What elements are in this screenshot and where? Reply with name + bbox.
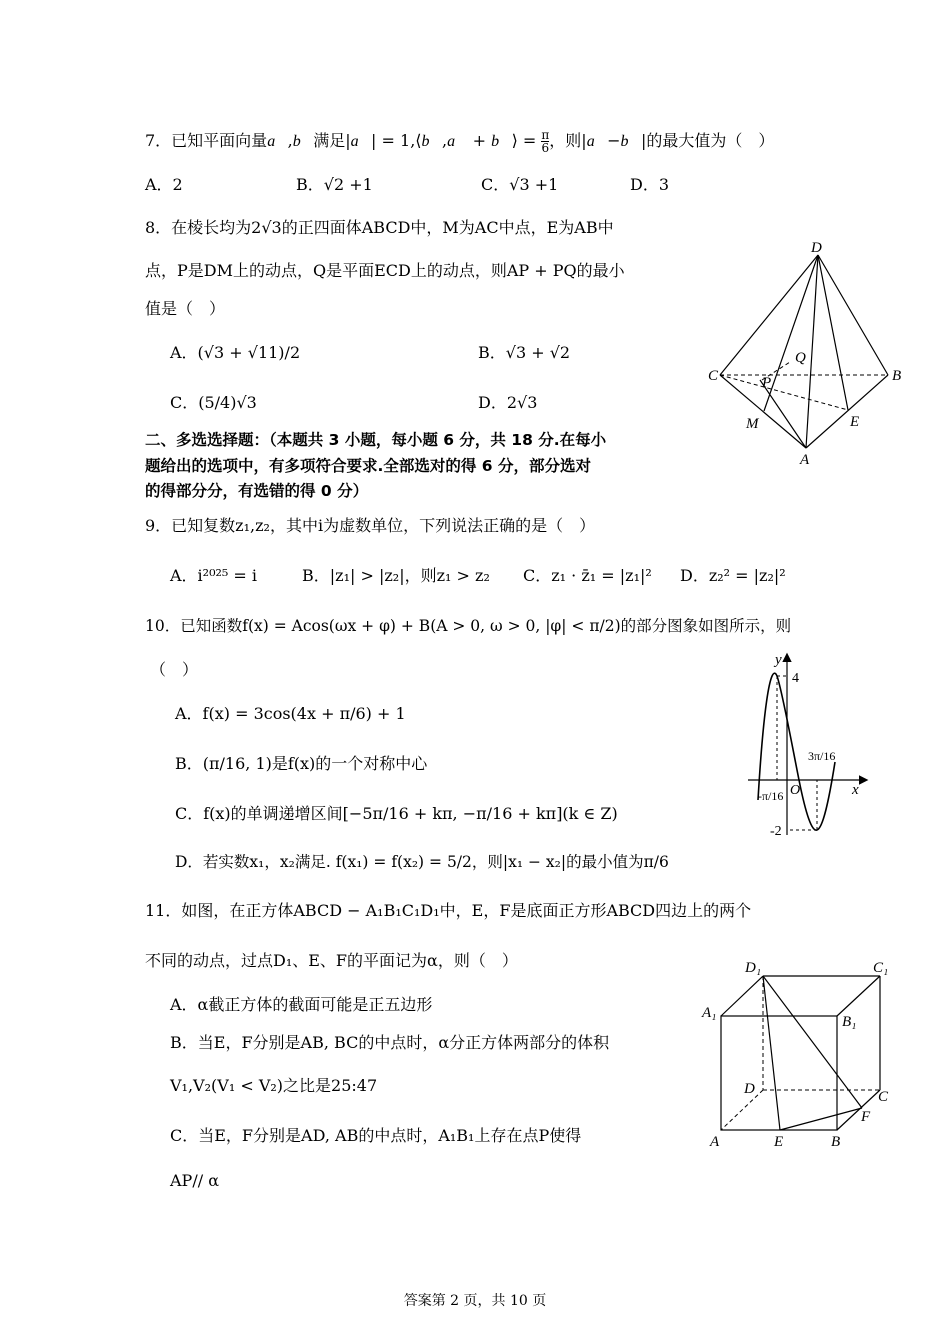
section2-line2: 题给出的选项中，有多项符合要求.全部选对的得 6 分，部分选对 xyxy=(145,457,591,475)
q10-stem: 10．已知函数f(x) = Acos(ωx + φ) + B(A > 0, ω > 0, |φ| < π/2)的部分图象如图所示，则 xyxy=(145,617,792,635)
q7-option-d: D．3 xyxy=(630,175,670,194)
tetra-label-q: Q xyxy=(795,350,806,366)
cosine-graph xyxy=(745,648,875,840)
q7-stem: 7．已知平面向量a⃗,b⃗满足|a⃗| = 1,⟨b⃗,a⃗ + b⃗⟩ = $\frac{\pi}{6}$ ，则|a⃗−b⃗|的最大值为（ ） xyxy=(145,128,775,155)
q8-option-b: B．√3 + √2 xyxy=(478,343,571,362)
q11-option-b-line2: V₁,V₂(V₁ < V₂)之比是25:47 xyxy=(170,1076,378,1095)
section2-line3: 的得部分分，有选错的得 0 分） xyxy=(145,482,369,500)
q10-option-b: B．(π/16, 1)是f(x)的一个对称中心 xyxy=(175,754,428,773)
tetrahedron-figure xyxy=(700,236,915,468)
q9-option-c: C．z₁ · z̄₁ = |z₁|² xyxy=(523,566,652,585)
q9-option-d: D．z₂² = |z₂|² xyxy=(680,566,786,585)
cube-label-c1: C₁ xyxy=(873,960,889,976)
tetra-label-a: A xyxy=(800,452,810,468)
page-footer: 答案第 2 页，共 10 页 xyxy=(403,1293,547,1309)
q8-option-a: A．(√3 + √11)/2 xyxy=(170,343,301,362)
q10-option-c: C．f(x)的单调递增区间[−5π/16 + kπ, −π/16 + kπ](k ∈ Z) xyxy=(175,804,618,823)
cube-label-e: E xyxy=(774,1134,784,1150)
q10-option-a: A．f(x) = 3cos(4x + π/6) + 1 xyxy=(175,704,406,723)
q11-option-c-line1: C．当E，F分别是AD, AB的中点时，A₁B₁上存在点P使得 xyxy=(170,1126,582,1145)
cube-label-a: A xyxy=(710,1134,720,1150)
q9-option-a: A．i²⁰²⁵ = i xyxy=(170,566,258,585)
q8-stem-line3: 值是（ ） xyxy=(145,299,226,318)
q9-option-b: B．|z₁| > |z₂|，则z₁ > z₂ xyxy=(302,566,490,585)
section2-line1: 二、多选选择题：（本题共 3 小题，每小题 6 分，共 18 分.在每小 xyxy=(145,431,607,449)
cube-label-d: D xyxy=(744,1081,755,1097)
q10-option-d: D．若实数x₁，x₂满足. f(x₁) = f(x₂) = 5/2，则|x₁ − x₂|的最小值为π/6 xyxy=(175,853,669,871)
q8-option-c: C．(5/4)√3 xyxy=(170,393,257,412)
q8-option-d: D．2√3 xyxy=(478,393,538,412)
tetra-label-p: P xyxy=(762,375,772,391)
cube-label-b: B xyxy=(831,1134,841,1150)
q9-stem: 9．已知复数z₁,z₂，其中i为虚数单位，下列说法正确的是（ ） xyxy=(145,516,596,535)
graph-min-label: -2 xyxy=(770,824,782,839)
tetra-label-d: D xyxy=(811,240,822,256)
q10-paren: （ ） xyxy=(150,660,199,679)
tetra-label-e: E xyxy=(850,414,860,430)
cube-label-a1: A₁ xyxy=(702,1005,717,1021)
q11-option-a: A．α截正方体的截面可能是正五边形 xyxy=(170,995,433,1014)
q7-option-c: C．√3 +1 xyxy=(481,175,559,194)
tetra-label-m: M xyxy=(746,416,759,432)
graph-y-label: y xyxy=(775,652,782,668)
graph-origin-label: O xyxy=(790,783,801,798)
q8-stem-line1: 8．在棱长均为2√3的正四面体ABCD中，M为AC中点，E为AB中 xyxy=(145,218,614,237)
cube-label-d1: D₁ xyxy=(745,960,762,976)
graph-left-tick: -π/16 xyxy=(758,789,784,803)
cube-figure xyxy=(700,952,905,1157)
tetra-label-b: B xyxy=(892,368,902,384)
graph-max-label: 4 xyxy=(792,671,799,686)
cube-label-c: C xyxy=(878,1089,889,1105)
q11-stem-line2: 不同的动点，过点D₁、E、F的平面记为α，则（ ） xyxy=(145,951,518,970)
graph-x-label: x xyxy=(852,782,859,798)
q8-stem-line2: 点，P是DM上的动点，Q是平面ECD上的动点，则AP + PQ的最小 xyxy=(145,261,625,280)
tetra-label-c: C xyxy=(708,368,719,384)
q11-option-b-line1: B．当E，F分别是AB, BC的中点时，α分正方体两部分的体积 xyxy=(170,1033,610,1052)
graph-right-tick: 3π/16 xyxy=(808,749,836,763)
cube-label-b1: B₁ xyxy=(842,1014,857,1030)
q7-option-b: B．√2 +1 xyxy=(296,175,373,194)
q7-option-a: A．2 xyxy=(145,175,183,194)
q11-stem-line1: 11．如图，在正方体ABCD − A₁B₁C₁D₁中，E，F是底面正方形ABCD四边上的两个 xyxy=(145,901,752,920)
q11-option-c-line2: AP// α xyxy=(170,1171,219,1190)
cube-label-f: F xyxy=(861,1109,871,1125)
